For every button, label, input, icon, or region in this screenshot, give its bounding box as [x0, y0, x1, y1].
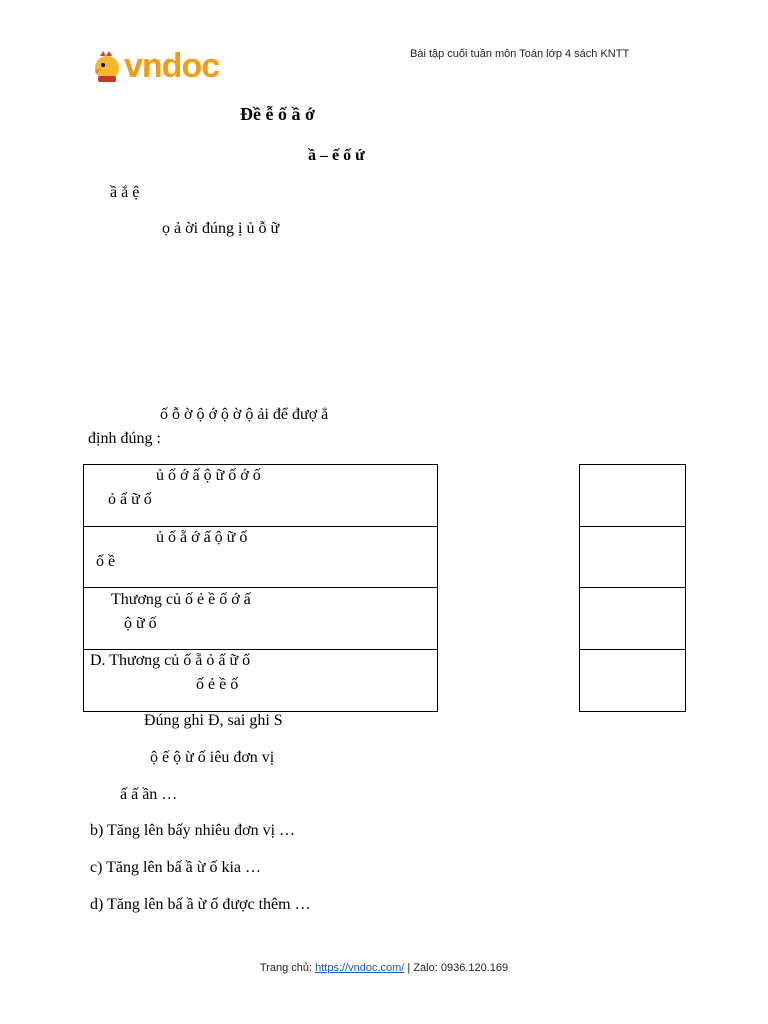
answer-divider — [579, 649, 686, 650]
page-subtitle: ầ – ế ố ứ — [308, 147, 365, 164]
row-divider — [83, 649, 438, 650]
footer-prefix: Trang chủ: — [259, 962, 316, 974]
statement-b-line2: ố ề — [96, 553, 116, 570]
statement-c-line2: ộ ữ ố — [124, 615, 157, 632]
section-instruction: ọ ả ời đúng ị ủ ỗ ữ — [162, 220, 280, 237]
footer — [0, 962, 768, 974]
option-a: ấ ấ ần … — [120, 786, 178, 803]
section-heading: ầ ắ ệ — [110, 184, 140, 201]
statement-d-line2: ố ẻ ề ố — [196, 676, 239, 693]
option-d: d) Tăng lên bấ ầ ừ ố được thêm … — [90, 896, 311, 913]
statement-b-line1: ủ ố ẵ ớ ấ ộ ữ ố — [156, 529, 248, 546]
question-2-text-cont: định đúng : — [88, 430, 161, 447]
question-2-text: ố ỗ ờ ộ ớ ộ ờ ộ ải để đượ ẳ — [160, 406, 329, 423]
statement-a-line2: ỏ ấ ữ ố — [108, 491, 152, 508]
answer-divider — [579, 526, 686, 527]
option-c: c) Tăng lên bấ ầ ừ ố kia … — [90, 859, 261, 876]
statements-table — [83, 464, 438, 712]
footer-suffix: | Zalo: 0936.120.169 — [404, 962, 509, 974]
row-divider — [83, 587, 438, 588]
vndoc-logo[interactable] — [92, 46, 232, 86]
answer-divider — [579, 587, 686, 588]
homepage-link[interactable]: https://vndoc.com/ — [315, 962, 405, 974]
option-b: b) Tăng lên bấy nhiêu đơn vị … — [90, 822, 296, 839]
logo-text: vndoc — [124, 47, 220, 85]
question-3-stem: ộ ế ộ ừ ố iêu đơn vị — [150, 749, 275, 766]
statement-d-line1: D. Thương củ ố ẵ ỏ ấ ữ ố — [90, 652, 251, 669]
header-note: Bài tập cuối tuần môn Toán lớp 4 sách KNTT — [410, 48, 630, 60]
statement-c-line1: Thương củ ố ẻ ề ố ớ ấ — [111, 591, 251, 608]
page-title: Đề ễ ố ầ ớ — [240, 104, 315, 124]
answer-boxes — [579, 464, 686, 712]
chicken-mascot-icon — [92, 50, 122, 84]
statement-a-line1: ủ ố ớ ấ ộ ữ ố ớ ố — [156, 467, 261, 484]
question-3-label: Đúng ghi Đ, sai ghi S — [144, 712, 283, 729]
row-divider — [83, 526, 438, 527]
